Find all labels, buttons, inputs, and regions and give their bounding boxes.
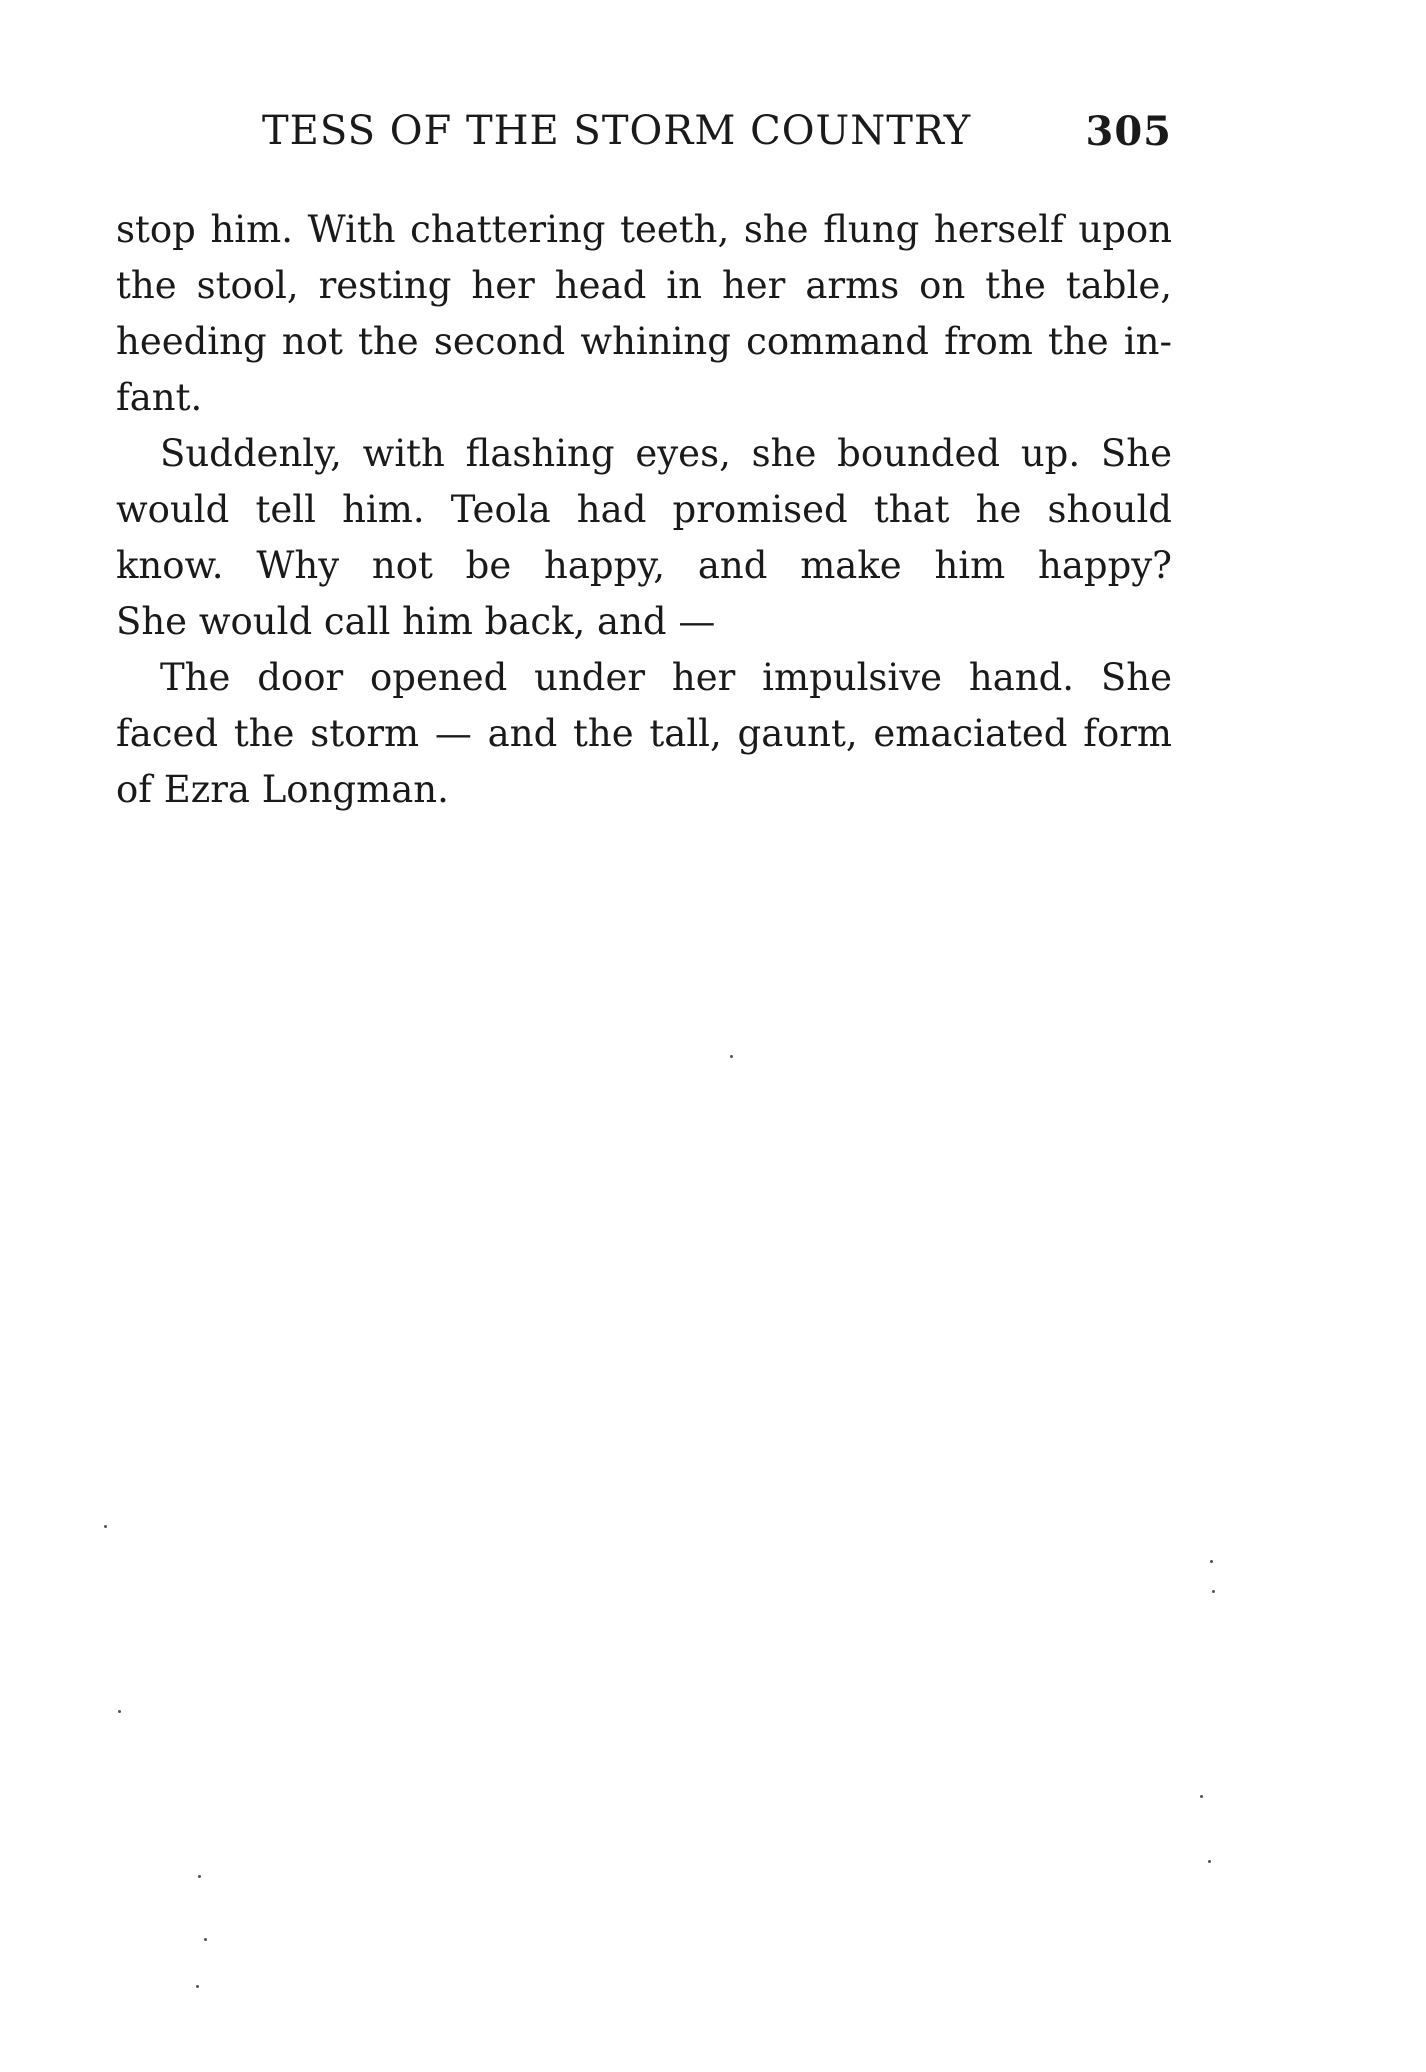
text-line: stop him. With chattering teeth, she flung herself upon (116, 208, 1172, 251)
text-line: Suddenly, with flashing eyes, she bounded up. She (160, 432, 1172, 475)
text-line: would tell him. Teola had promised that he should (116, 488, 1172, 531)
running-head (262, 108, 1172, 168)
scan-speck (104, 1525, 107, 1528)
scan-speck (1210, 1560, 1213, 1563)
scan-speck (1212, 1590, 1215, 1593)
scan-speck (118, 1710, 121, 1713)
paragraph-3 (116, 650, 1172, 818)
text-line: fant. (116, 376, 203, 419)
scan-speck (204, 1938, 207, 1941)
paragraph-2 (116, 426, 1172, 650)
scan-speck (730, 1055, 733, 1058)
scan-speck (1200, 1795, 1203, 1798)
page-number: 305 (1085, 108, 1172, 155)
scan-speck (1208, 1860, 1211, 1863)
paragraph-1 (116, 202, 1172, 426)
text-line: The door opened under her impulsive hand. She (160, 656, 1172, 699)
text-line: know. Why not be happy, and make him happy? (116, 544, 1172, 587)
text-line: heeding not the second whining command from the in- (116, 320, 1172, 363)
text-line: faced the storm — and the tall, gaunt, emaciated form (116, 712, 1172, 755)
scan-speck (196, 1985, 199, 1988)
text-line: of Ezra Longman. (116, 768, 449, 811)
running-head-title: TESS OF THE STORM COUNTRY (262, 108, 972, 154)
text-line: She would call him back, and — (116, 600, 716, 643)
scan-speck (198, 1875, 201, 1878)
body-text (116, 202, 1172, 818)
text-line: the stool, resting her head in her arms on the table, (116, 264, 1172, 307)
